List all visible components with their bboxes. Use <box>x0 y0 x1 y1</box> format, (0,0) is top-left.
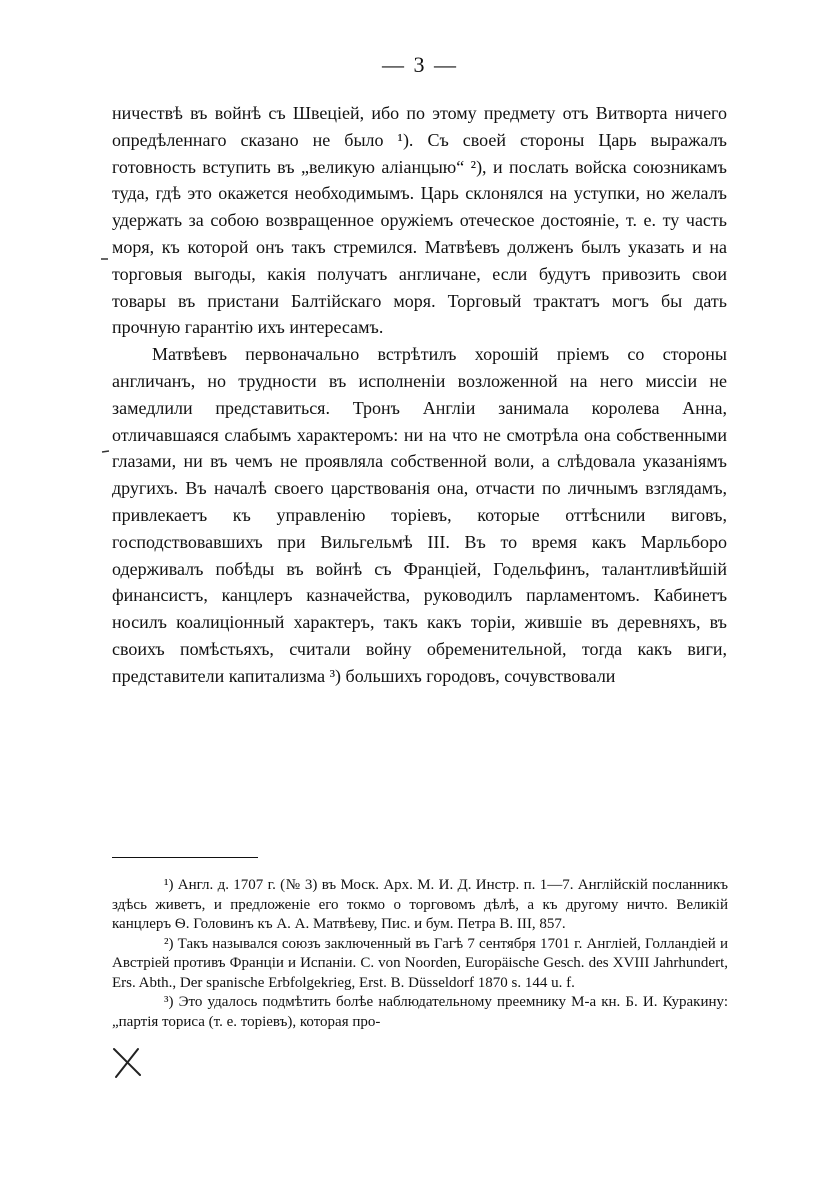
paragraph-1: ничествѣ въ войнѣ съ Швеціей, ибо по этому предмету отъ Витворта ничего опредѣленнаго сказано не было ¹). Съ своей стороны Царь выражалъ готовность вступить въ „великую аліанцыю“ ²), и послать войска союзникамъ туда, гдѣ это окажется необходимымъ. Царь склонялся на уступки, но желалъ удержать за собою возвращенное оружіемъ отеческое достояніе, т. е. ту часть моря, къ которой онъ такъ стремился. Матвѣевъ долженъ былъ указать и на торговыя выгоды, какія получатъ англичане, если будутъ привозить свои товары въ пристани Балтійскаго моря. Торговый трактатъ могъ бы дать прочную гарантію ихъ интересамъ. <box>112 103 727 338</box>
footnote-2: ²) Такъ назывался союзъ заключенный въ Гагѣ 7 сентября 1701 г. Англіей, Голландіей и Австріей противъ Франціи и Испаніи. C. von Noorden, Europäische Gesch. des XVIII Jahrhundert, Ers. Abth., Der spanische Erbfolgekrieg, Erst. B. Düsseldorf 1870 s. 144 u. f. <box>112 935 728 991</box>
margin-tick-icon <box>101 449 111 455</box>
margin-tick-icon <box>100 256 110 262</box>
page-number: — 3 — <box>382 52 458 77</box>
paragraph-2: Матвѣевъ первоначально встрѣтилъ хорошій пріемъ со стороны англичанъ, но трудности въ исполненіи возложенной на него миссіи не замедлили представиться. Тронъ Англіи занимала королева Анна, отличавшаяся слабымъ характеромъ: ни на что не смотрѣла она собственными глазами, ни въ чемъ не проявляла собственной воли, а слѣдовала указаніямъ другихъ. Въ началѣ своего царствованія она, отчасти по личнымъ взглядамъ, привлекаетъ къ управленію торіевъ, которые оттѣснили виговъ, господствовавшихъ при Вильгельмѣ III. Въ то время какъ Марльборо одерживалъ побѣды въ войнѣ съ Франціей, Годельфинъ, талантливѣйшій финансистъ, канцлеръ казначейства, руководилъ парламентомъ. Кабинетъ носилъ коалиціонный характеръ, такъ какъ торіи, жившіе въ деревняхъ, въ своихъ помѣстьяхъ, считали войну обременительной, тогда какъ виги, представители капитализма ³) большихъ городовъ, сочувствовали <box>112 344 727 686</box>
footnotes <box>112 876 728 1032</box>
main-text <box>112 100 727 690</box>
footnote-separator <box>112 857 258 858</box>
footnote-1: ¹) Англ. д. 1707 г. (№ 3) въ Моск. Арх. М. И. Д. Инстр. п. 1—7. Англійскій посланникъ здѣсь живетъ, и предложеніе его токмо о торговомъ дѣлѣ, а къ другому ничто. Великій канцлеръ Ѳ. Головинъ къ А. А. Матвѣеву, Пис. и бум. Петра В. III, 857. <box>112 877 728 932</box>
pencil-cross-mark-icon <box>110 1045 146 1081</box>
footnote-3: ³) Это удалось подмѣтить болѣе наблюдательному преемнику М-а кн. Б. И. Куракину: „партія ториса (т. е. торіевъ), которая про- <box>112 994 728 1030</box>
